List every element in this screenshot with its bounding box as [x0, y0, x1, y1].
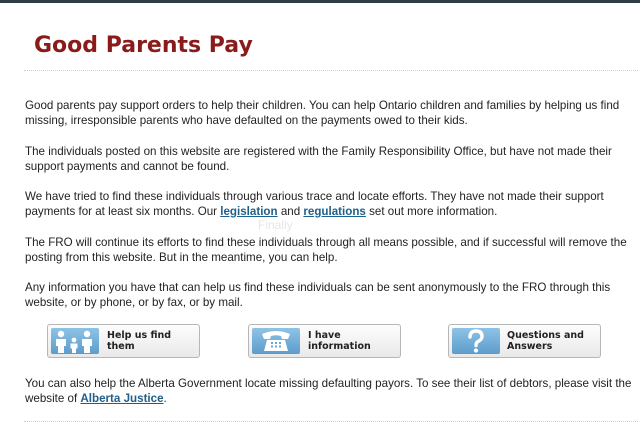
watermark-text: Finally	[258, 218, 293, 232]
registered-paragraph: The individuals posted on this website are registered with the Family Responsibility Office, but have not made their support payments and cannot be found.	[25, 145, 612, 173]
alberta-justice-link[interactable]: Alberta Justice	[80, 392, 164, 405]
family-icon	[51, 328, 99, 354]
page-title: Good Parents Pay	[34, 33, 253, 58]
top-border	[0, 0, 640, 3]
question-mark-icon	[452, 328, 500, 354]
questions-and-answers-button[interactable]	[448, 324, 601, 358]
alberta-text-before: You can also help the Alberta Government locate missing defaulting payors. To see their list of debtors, please visit the website of	[25, 377, 632, 405]
efforts-text-before: We have tried to find these individuals through various trace and locate efforts. They have not made their support payments for at least six months. Our	[25, 190, 604, 218]
efforts-paragraph	[25, 189, 635, 219]
title-divider	[24, 70, 638, 71]
regulations-link[interactable]: regulations	[303, 205, 366, 218]
help-us-find-them-label: Help us find them	[107, 330, 172, 352]
i-have-information-button[interactable]	[248, 324, 401, 358]
help-us-find-them-button[interactable]	[47, 324, 200, 358]
telephone-icon	[252, 328, 300, 354]
efforts-text-mid: and	[277, 205, 304, 218]
intro-paragraph: Good parents pay support orders to help their children. You can help Ontario children and families by helping us find missing, irresponsible parents who have defaulted on the payments owed to their kids.	[25, 99, 620, 127]
fro-paragraph: The FRO will continue its efforts to find these individuals through all means possible, and if successful will remove the posting from this website. But in the meantime, you can help.	[25, 236, 627, 264]
i-have-information-label: I have information	[308, 330, 371, 352]
legislation-link[interactable]: legislation	[220, 205, 278, 218]
alberta-text-after: .	[163, 392, 167, 405]
anonymous-paragraph: Any information you have that can help us find these individuals can be sent anonymously to the FRO through this website, or by phone, or by fax, or by mail.	[25, 281, 611, 309]
questions-and-answers-label: Questions and Answers	[507, 330, 584, 352]
efforts-text-after: set out more information.	[365, 205, 498, 218]
alberta-paragraph	[25, 376, 635, 406]
footer-divider	[24, 421, 638, 422]
